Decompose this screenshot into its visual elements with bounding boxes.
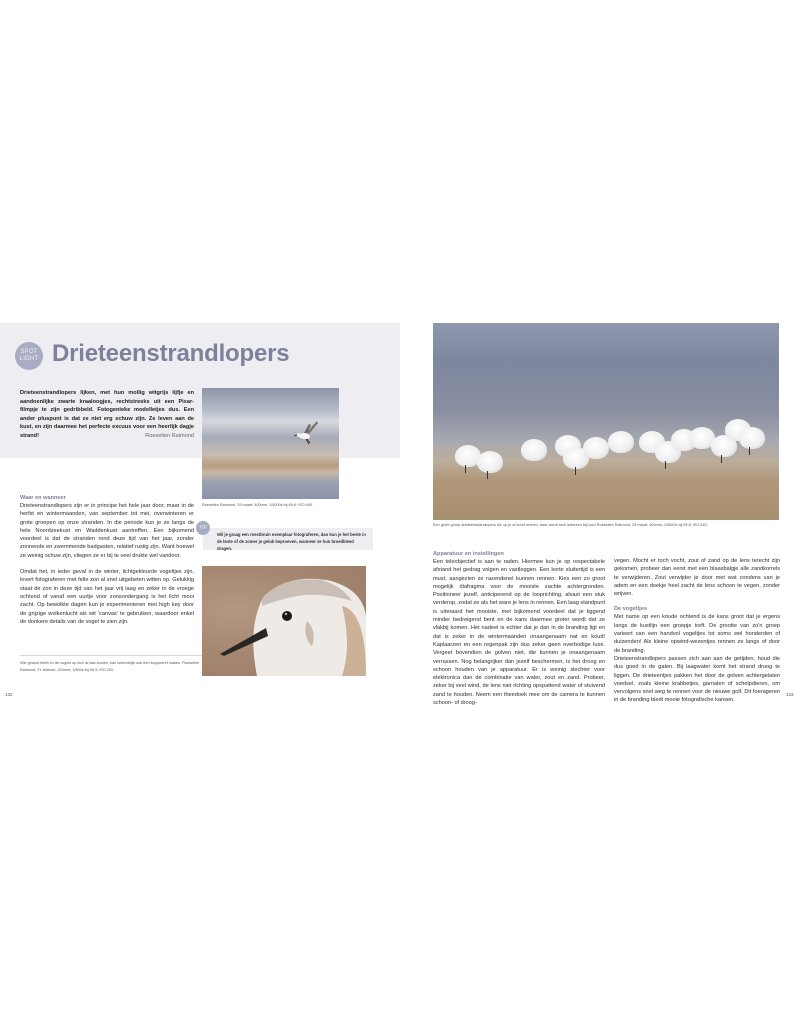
page-number-left: 132: [5, 692, 13, 697]
paragraph: vegen. Mocht er toch vocht, zout of zand op de lens terecht zijn gekomen, probeer dan eerst met een blaasbalgje alle zandkorrels te verwijderen. Zout verwijder je door met wat condens van je adem en een doekje heel zacht de lens schoon te vegen, zonder wrijven.: [614, 558, 780, 598]
right-column-1: [433, 550, 605, 707]
spotlight-badge-line1: SPOT: [20, 349, 38, 355]
photo-sanderling-flock: [433, 323, 779, 520]
bird-leg: [487, 471, 488, 479]
paragraph: Omdat het, in ieder geval in de winter, lichtgekleurde vogeltjes zijn, levert fotograferen met felle zon al snel uitgebeten witten op. Gelukkig staat de zon in deze tijd van het jaar vrij laag en zeker in de vroege ochtend of vanaf een uurtje voor zonsondergang is het licht mooi zacht. Op bewolkte dagen kun je experimenteren met high key door de grijzige wolkenlucht als wit 'canvas' te gebruiken, waardoor enkel de donkere details van de vogel te zien zijn.: [20, 569, 194, 625]
bird-leg: [575, 467, 576, 475]
page-number-right: 133: [786, 692, 794, 697]
bird-head-icon: [202, 566, 366, 676]
footnote-divider: [20, 655, 202, 656]
footnote-caption: Wie geduld heeft en de vogels op zich af laat komen, kan uiteindelijk ook een kopportret maken. Roeselien Raimond, 21 februari; 420mm; 1/800s bij f/6.3; ISO 200.: [20, 661, 200, 672]
photo-flying-sanderling: [202, 388, 339, 499]
section-heading-waar-en-wanneer: Waar en wanneer: [20, 495, 66, 501]
left-column: [20, 494, 194, 634]
spotlight-badge: [15, 342, 43, 370]
right-column-2: [614, 557, 780, 712]
section-heading-apparatuur: Apparatuur en instellingen: [433, 551, 504, 557]
photo-flight-caption: Roeselien Raimond, 29 maart; 400mm; 1/4000s bij f/5.6; ISO 640.: [202, 503, 314, 507]
bird-leg: [465, 465, 466, 473]
spotlight-badge-line2: LIGHT: [19, 356, 39, 362]
section-heading-de-vogeltjes: De vogeltjes: [614, 606, 647, 613]
intro-body: Drieteenstrandlopers lijken, met hun mollig witgrijs lijfje en aandoenlijke zwarte kraaloogjes, rechtstreeks uit een Pixar-filmpje te zijn gedribbeld. Fotogenieke modelletjes dus. Een ander pluspunt is dat ze niet erg schuw zijn. Ze leven aan de kust, en zijn daarmee het perfecte excuus voor een heerlijk dagje strand!: [20, 390, 194, 439]
bird: [608, 431, 634, 453]
bird-leg: [665, 461, 666, 469]
paragraph: Een teleobjectief is aan te raden. Hiermee kun je op respectabele afstand het gedrag volgen en vastleggen. Een korte sluitertijd is een must, aangezien ze razendsnel kunnen rennen. Kies een zo groot mogelijk diafragma voor de mooiste zachte achtergronden. Positioneer jezelf, anticiperend op de looprichting, alvast een stuk verderop, zodat ze als het ware je lens in rennen. Een laag standpunt is uiteraard het mooiste, met bijkomend voordeel dat je liggend minder bedreigend bent en de kans daarmee groter wordt dat ze vlakbij komen. Het nadeel is echter dat je dan in de branding ligt en dat is zeker in de wintermaanden onaangenaam nat en koud! Kaplaarzen en een regenpak zijn dus zeker geen overbodige luxe. Vergeet bovendien de golven niet, die kunnen je onaangenaam verrassen. Nog belangrijker dan jezelf beschermen, is het droog en schoon houden van je apparatuur. Er is weinig slechter voor elektronica dan de combinatie van water, zout en zand. Probeer, zeker bij veel wind, de lens niet richting opspattend water of stuivend zand te houden. Neem een theedoek mee om de camera te kunnen schoon- of droog-: [433, 559, 605, 707]
bird: [477, 451, 503, 473]
paragraph: Drieteenstrandlopers zijn er in principe het hele jaar door, maar in de herfst en wintermaanden, van september tot mei, overwinteren er grote groepen op onze stranden. In die periode kun je ze langs de hele Noordzeekust en Waddenkust aantreffen. Een bijkomend voordeel is dat de stranden rond deze tijd van het jaar, zonder zonnende en zwemmende badgasten, relatief rustig zijn. Want hoewel ze weinig schuw zijn, vliegen ze er bij te veel drukte wel vandoor.: [20, 503, 194, 559]
photo-flock-caption: Een grote groep drieteenstrandlopers die op je af komt rennen, daar wordt toch iedereen blij van! Roeselien Raimond, 29 maart; 400mm; 1/5000s bij f/5.6; ISO 640.: [433, 523, 708, 527]
tip-box: Wil je graag een roestbruin exemplaar fotograferen, dan kun je het beste in de lente of de zomer je geluk beproeven, wanneer ze hun broedkleed dragen.: [203, 528, 373, 550]
bird: [583, 437, 609, 459]
bird: [521, 439, 547, 461]
paragraph: Met name op een koude ochtend is de kans groot dat je ergens langs de kustlijn een groepje treft. De grootte van zo'n groep varieert van een handvol vogeltjes tot soms wel honderden of duizenden! Als kleine opwind-wezentjes rennen ze langs of door de branding.: [614, 614, 780, 654]
bird-leg: [749, 447, 750, 455]
bird-leg: [721, 455, 722, 463]
flying-bird-icon: [290, 418, 320, 448]
page-title: Drieteenstrandlopers: [52, 340, 290, 367]
intro-author: Roeselien Raimond: [145, 432, 194, 439]
tip-badge: TIP: [196, 521, 210, 535]
bird: [739, 427, 765, 449]
photo-sanderling-portrait: [202, 566, 366, 676]
intro-text: [20, 389, 194, 440]
paragraph: Drieteenstrandlopers passen zich aan aan de getijden, houd die dus goed in de gaten. Bij laagwater komt het strand droog te liggen. De drieteentjes pakken het door de golven achtergelaten voedsel, zoals kleine krabbetjes, garnalen of schelpdieren, om vervolgens snel weg te rennen voor de nieuwe golf. Dit foerageren in de branding biedt mooie fotografische kansen.: [614, 655, 780, 704]
